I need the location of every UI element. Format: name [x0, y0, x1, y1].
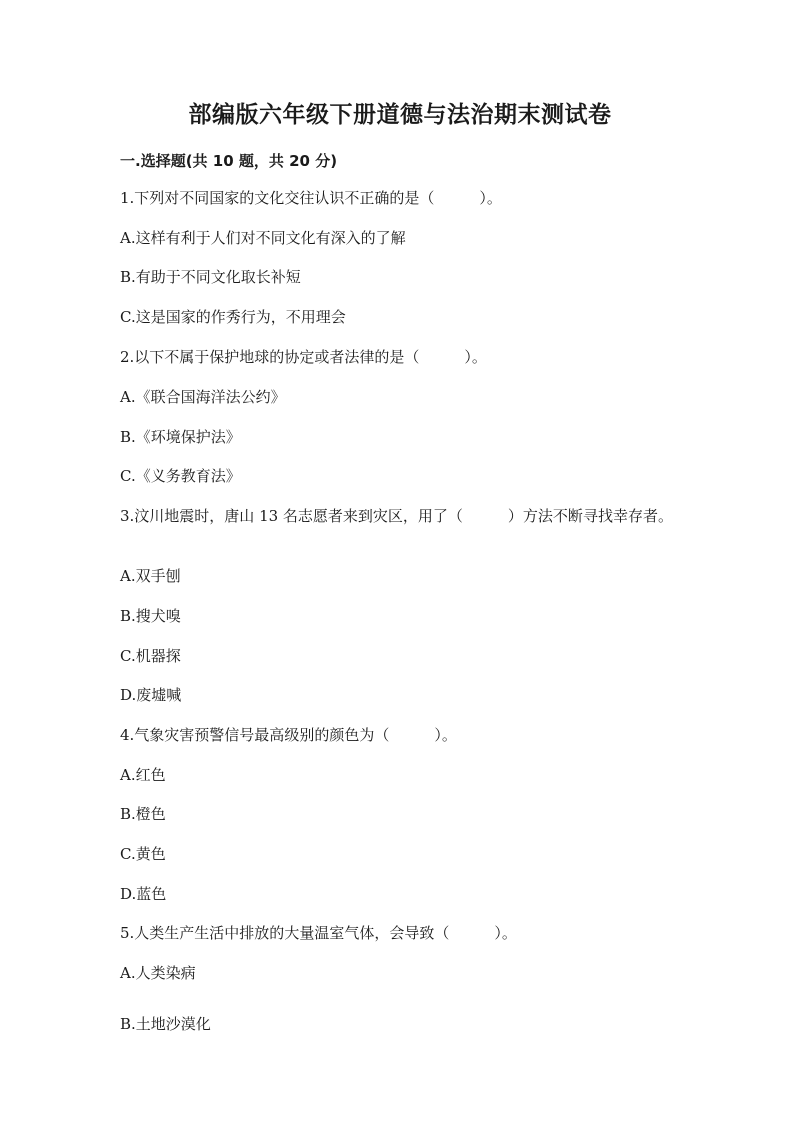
answer-option: A.人类染病 — [120, 964, 196, 982]
answer-option: B.《环境保护法》 — [120, 428, 241, 446]
answer-option: C.黄色 — [120, 845, 166, 863]
answer-option: C.机器探 — [120, 647, 181, 665]
question-stem: 1.下列对不同国家的文化交往认识不正确的是（ ）。 — [120, 189, 502, 207]
question-stem: 5.人类生产生活中排放的大量温室气体，会导致（ ）。 — [120, 924, 517, 942]
answer-option: A.这样有利于人们对不同文化有深入的了解 — [120, 229, 406, 247]
answer-option: C.《义务教育法》 — [120, 467, 241, 485]
answer-option: A.《联合国海洋法公约》 — [120, 388, 286, 406]
question-stem: 2.以下不属于保护地球的协定或者法律的是（ ）。 — [120, 348, 487, 366]
page-title: 部编版六年级下册道德与法治期末测试卷 — [188, 102, 612, 128]
question-stem: 3.汶川地震时，唐山 13 名志愿者来到灾区，用了（ ）方法不断寻找幸存者。 — [120, 507, 673, 525]
answer-option: C.这是国家的作秀行为，不用理会 — [120, 308, 346, 326]
answer-option: D.蓝色 — [120, 885, 167, 903]
answer-option: D.废墟喊 — [120, 686, 182, 704]
answer-option: A.双手刨 — [120, 567, 181, 585]
answer-option: B.搜犬嗅 — [120, 607, 181, 625]
answer-option: B.有助于不同文化取长补短 — [120, 268, 301, 286]
question-stem: 4.气象灾害预警信号最高级别的颜色为（ ）。 — [120, 726, 457, 744]
answer-option: B.橙色 — [120, 805, 166, 823]
answer-option: B.土地沙漠化 — [120, 1015, 211, 1033]
answer-option: A.红色 — [120, 766, 166, 784]
section-heading: 一.选择题(共 10 题，共 20 分) — [120, 152, 338, 170]
